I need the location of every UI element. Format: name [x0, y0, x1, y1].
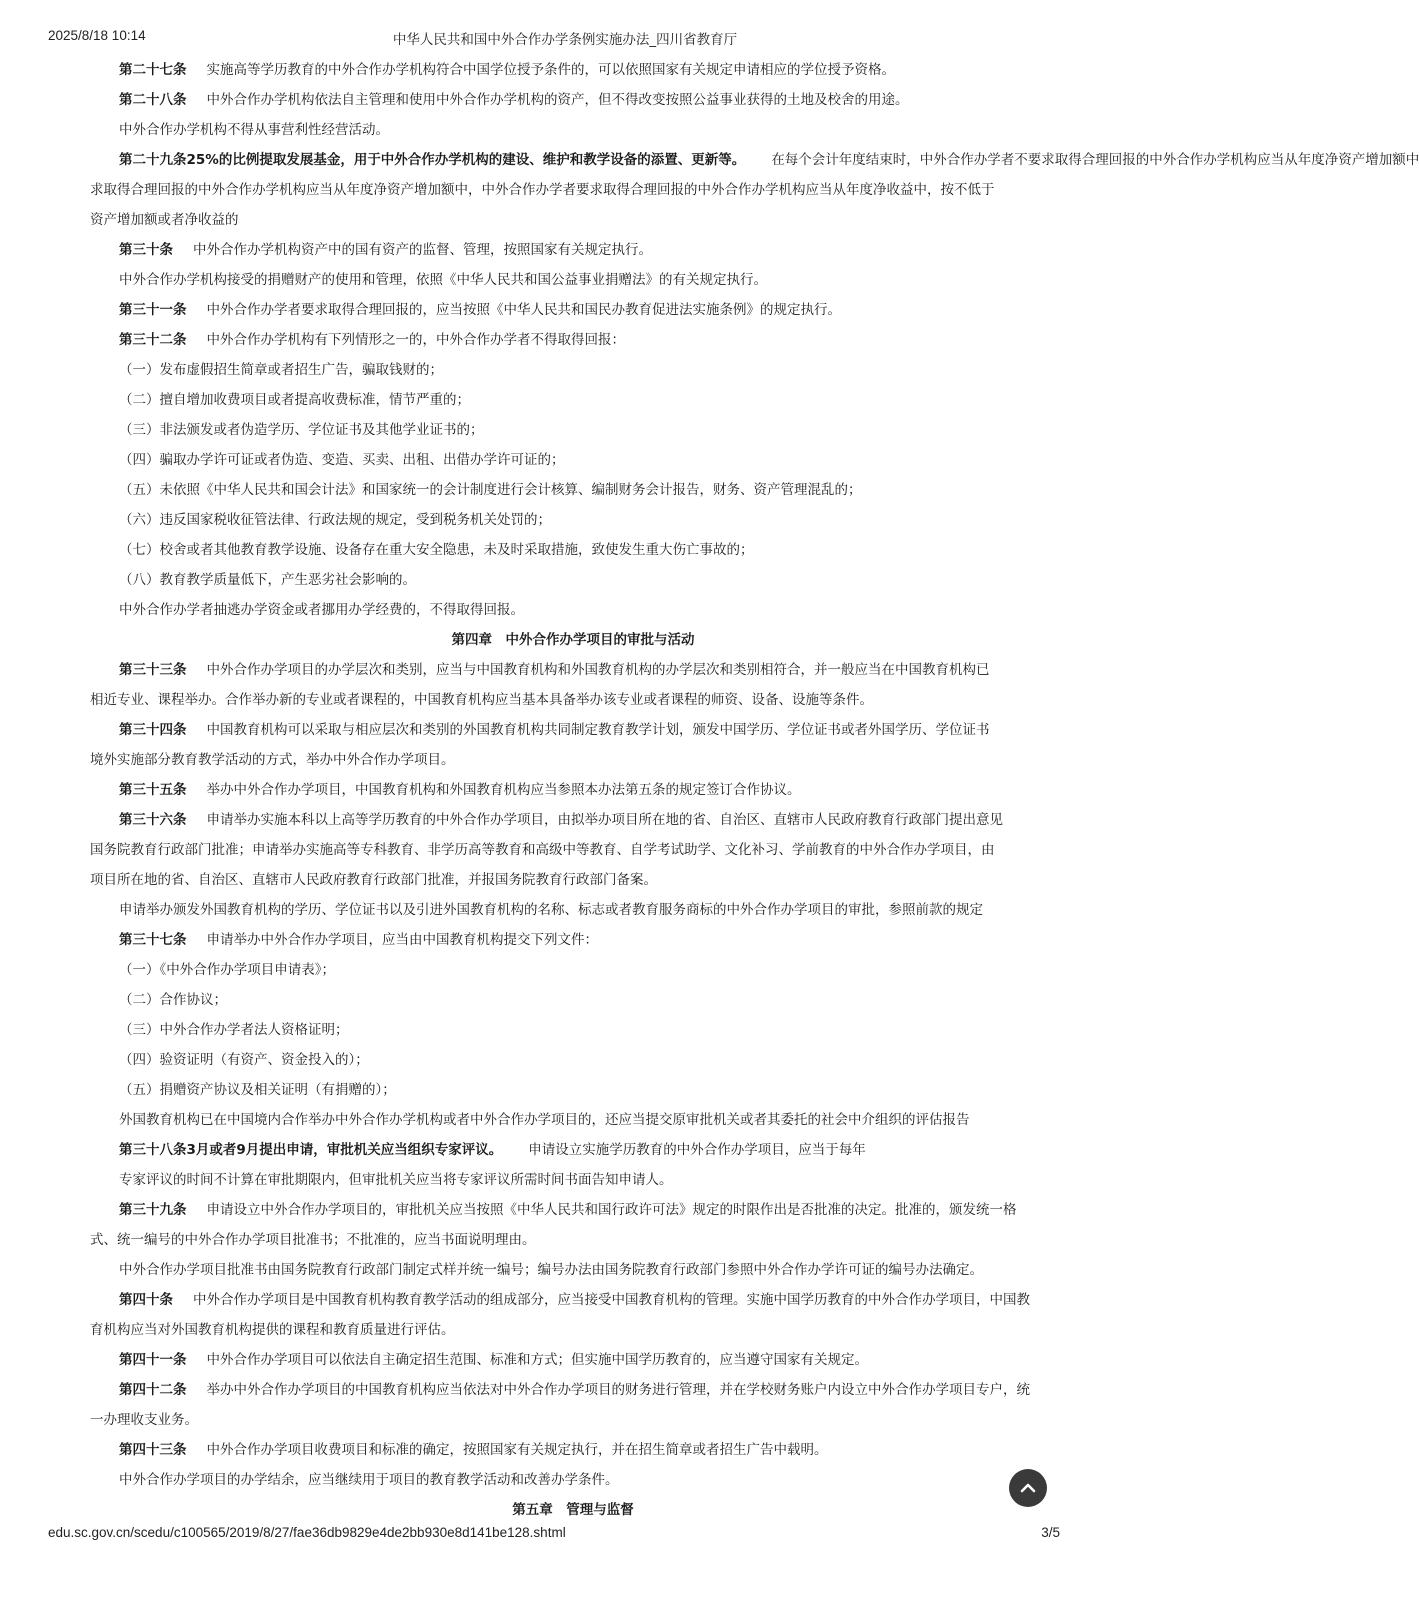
paragraph-line: （五）捐赠资产协议及相关证明（有捐赠的）； — [119, 1082, 396, 1098]
paragraph-line: （八）教育教学质量低下，产生恶劣社会影响的。 — [119, 572, 416, 588]
paragraph-line: （二）擅自增加收费项目或者提高收费标准，情节严重的； — [119, 392, 470, 408]
page-number: 3/5 — [1041, 1525, 1060, 1540]
article-text: 举办中外合作办学项目，中国教育机构和外国教育机构应当参照本办法第五条的规定签订合作协议。 — [206, 782, 801, 798]
paragraph-line: 专家评议的时间不计算在审批期限内，但审批机关应当将专家评议所需时间书面告知申请人。 — [119, 1172, 673, 1188]
article-text: 申请举办中外合作办学项目，应当由中国教育机构提交下列文件： — [206, 932, 598, 948]
paragraph-line: （一）《中外合作办学项目申请表》； — [119, 962, 335, 978]
paragraph-continuation: 育机构应当对外国教育机构提供的课程和教育质量进行评估。 — [90, 1322, 455, 1338]
paragraph-line: 中外合作办学项目批准书由国务院教育行政部门制定式样并统一编号；编号办法由国务院教育行政部门参照中外合作办学许可证的编号办法确定。 — [119, 1262, 983, 1278]
page-url: edu.sc.gov.cn/scedu/c100565/2019/8/27/fae36db9829e4de2bb930e8d141be128.shtml — [48, 1525, 566, 1540]
article-text: 中外合作办学机构有下列情形之一的，中外合作办学者不得取得回报： — [206, 332, 625, 348]
article-number: 第三十三条 — [119, 662, 187, 678]
article-paragraph — [90, 1435, 1056, 1465]
article-number: 第三十九条 — [119, 1202, 187, 1218]
document-body — [90, 55, 1419, 1518]
article-paragraph — [90, 85, 1056, 115]
article-text: 中外合作办学项目可以依法自主确定招生范围、标准和方式；但实施中国学历教育的，应当遵守国家有关规定。 — [206, 1352, 868, 1368]
paragraph-line: （六）违反国家税收征管法律、行政法规的规定，受到税务机关处罚的； — [119, 512, 551, 528]
article-paragraph — [90, 925, 1056, 955]
article-paragraph — [90, 775, 1056, 805]
print-datetime: 2025/8/18 10:14 — [48, 28, 146, 43]
article-text: 中外合作办学机构依法自主管理和使用中外合作办学机构的资产，但不得改变按照公益事业获得的土地及校舍的用途。 — [206, 92, 909, 108]
paragraph-line: 中外合作办学者抽逃办学资金或者挪用办学经费的，不得取得回报。 — [119, 602, 524, 618]
article-text: 在每个会计年度结束时，中外合作办学者不要求取得合理回报的中外合作办学机构应当从年度净资产增加额中 — [771, 152, 1419, 168]
article-text: 实施高等学历教育的中外合作办学机构符合中国学位授予条件的，可以依照国家有关规定申请相应的学位授予资格。 — [206, 62, 895, 78]
article-paragraph — [90, 805, 1056, 835]
article-paragraph — [90, 1375, 1056, 1405]
paragraph-line: （二）合作协议； — [119, 992, 227, 1008]
article-paragraph — [90, 55, 1056, 85]
page-title: 中华人民共和国中外合作办学条例实施办法_四川省教育厅 — [392, 32, 738, 48]
paragraph-line: 外国教育机构已在中国境内合作举办中外合作办学机构或者中外合作办学项目的，还应当提交原审批机关或者其委托的社会中介组织的评估报告 — [119, 1112, 970, 1128]
article-text: 中外合作办学机构资产中的国有资产的监督、管理，按照国家有关规定执行。 — [193, 242, 652, 258]
article-number: 第四十条 — [119, 1292, 173, 1308]
chevron-up-icon — [1019, 1479, 1037, 1497]
article-paragraph — [90, 715, 1056, 745]
article-paragraph — [90, 655, 1056, 685]
paragraph-line: （三）中外合作办学者法人资格证明； — [119, 1022, 349, 1038]
paragraph-line: （三）非法颁发或者伪造学历、学位证书及其他学业证书的； — [119, 422, 484, 438]
chapter-heading: 第四章 中外合作办学项目的审批与活动 — [451, 632, 695, 648]
article-number: 第三十五条 — [119, 782, 187, 798]
article-text: 中外合作办学项目是中国教育机构教育教学活动的组成部分，应当接受中国教育机构的管理。实施中国学历教育的中外合作办学项目，中国教 — [193, 1292, 1030, 1308]
article-number: 第三十条 — [119, 242, 173, 258]
article-number: 第三十七条 — [119, 932, 187, 948]
article-text: 中外合作办学项目收费项目和标准的确定，按照国家有关规定执行，并在招生简章或者招生广告中载明。 — [206, 1442, 828, 1458]
paragraph-line: 中外合作办学项目的办学结余，应当继续用于项目的教育教学活动和改善办学条件。 — [119, 1472, 619, 1488]
paragraph-line: （五）未依照《中华人民共和国会计法》和国家统一的会计制度进行会计核算、编制财务会计报告，财务、资产管理混乱的； — [119, 482, 862, 498]
article-text: 中外合作办学项目的办学层次和类别，应当与中国教育机构和外国教育机构的办学层次和类别相符合，并一般应当在中国教育机构已 — [206, 662, 990, 678]
article-text: 举办中外合作办学项目的中国教育机构应当依法对中外合作办学项目的财务进行管理，并在学校财务账户内设立中外合作办学项目专户，统 — [206, 1382, 1030, 1398]
article-number: 第三十四条 — [119, 722, 187, 738]
back-to-top-button[interactable] — [1009, 1469, 1047, 1507]
paragraph-continuation: 境外实施部分教育教学活动的方式，举办中外合作办学项目。 — [90, 752, 455, 768]
chapter-heading: 第五章 管理与监督 — [512, 1502, 634, 1518]
article-paragraph — [90, 1345, 1056, 1375]
article-paragraph — [90, 235, 1056, 265]
article-text: 申请设立中外合作办学项目的，审批机关应当按照《中华人民共和国行政许可法》规定的时限作出是否批准的决定。批准的，颁发统一格 — [206, 1202, 1017, 1218]
article-paragraph — [90, 295, 1056, 325]
article-number: 第四十二条 — [119, 1382, 187, 1398]
article-number: 第三十二条 — [119, 332, 187, 348]
article-text: 申请设立实施学历教育的中外合作办学项目，应当于每年 — [528, 1142, 866, 1158]
article-number: 第三十一条 — [119, 302, 187, 318]
paragraph-continuation: 相近专业、课程举办。合作举办新的专业或者课程的，中国教育机构应当基本具备举办该专业或者课程的师资、设备、设施等条件。 — [90, 692, 873, 708]
article-lead-bold: 第三十八条3月或者9月提出申请，审批机关应当组织专家评议。 — [119, 1142, 503, 1158]
paragraph-line: （一）发布虚假招生简章或者招生广告，骗取钱财的； — [119, 362, 443, 378]
paragraph-continuation: 式、统一编号的中外合作办学项目批准书；不批准的，应当书面说明理由。 — [90, 1232, 536, 1248]
paragraph-line: 中外合作办学机构不得从事营利性经营活动。 — [119, 122, 389, 138]
article-paragraph — [90, 1195, 1056, 1225]
article-paragraph — [90, 325, 1056, 355]
article-number: 第二十七条 — [119, 62, 187, 78]
article-text: 中国教育机构可以采取与相应层次和类别的外国教育机构共同制定教育教学计划，颁发中国学历、学位证书或者外国学历、学位证书 — [206, 722, 990, 738]
article-text: 中外合作办学者要求取得合理回报的，应当按照《中华人民共和国民办教育促进法实施条例》的规定执行。 — [206, 302, 841, 318]
article-number: 第四十一条 — [119, 1352, 187, 1368]
article-lead-bold: 第二十九条25%的比例提取发展基金，用于中外合作办学机构的建设、维护和教学设备的添置、更新等。 — [119, 152, 746, 168]
paragraph-continuation: 一办理收支业务。 — [90, 1412, 198, 1428]
article-number: 第二十八条 — [119, 92, 187, 108]
paragraph-continuation: 国务院教育行政部门批准；申请举办实施高等专科教育、非学历高等教育和高级中等教育、自学考试助学、文化补习、学前教育的中外合作办学项目，由 — [90, 842, 995, 858]
paragraph-line: 申请举办颁发外国教育机构的学历、学位证书以及引进外国教育机构的名称、标志或者教育服务商标的中外合作办学项目的审批，参照前款的规定 — [119, 902, 983, 918]
article-paragraph — [90, 1285, 1056, 1315]
article-number: 第四十三条 — [119, 1442, 187, 1458]
article-text: 申请举办实施本科以上高等学历教育的中外合作办学项目，由拟举办项目所在地的省、自治区、直辖市人民政府教育行政部门提出意见 — [206, 812, 1003, 828]
paragraph-line: （四）验资证明（有资产、资金投入的）； — [119, 1052, 369, 1068]
paragraph-line: 中外合作办学机构接受的捐赠财产的使用和管理，依照《中华人民共和国公益事业捐赠法》的有关规定执行。 — [119, 272, 767, 288]
paragraph-continuation: 求取得合理回报的中外合作办学机构应当从年度净资产增加额中，中外合作办学者要求取得合理回报的中外合作办学机构应当从年度净收益中，按不低于 — [90, 182, 995, 198]
print-footer — [0, 1525, 1130, 1549]
paragraph-line: （四）骗取办学许可证或者伪造、变造、买卖、出租、出借办学许可证的； — [119, 452, 565, 468]
paragraph-continuation: 资产增加额或者净收益的 — [90, 212, 239, 228]
article-number: 第三十六条 — [119, 812, 187, 828]
paragraph-line: （七）校舍或者其他教育教学设施、设备存在重大安全隐患，未及时采取措施，致使发生重大伤亡事故的； — [119, 542, 754, 558]
print-header — [0, 26, 1130, 50]
article-paragraph — [90, 145, 1419, 175]
paragraph-continuation: 项目所在地的省、自治区、直辖市人民政府教育行政部门批准，并报国务院教育行政部门备案。 — [90, 872, 657, 888]
article-paragraph — [90, 1135, 1056, 1165]
